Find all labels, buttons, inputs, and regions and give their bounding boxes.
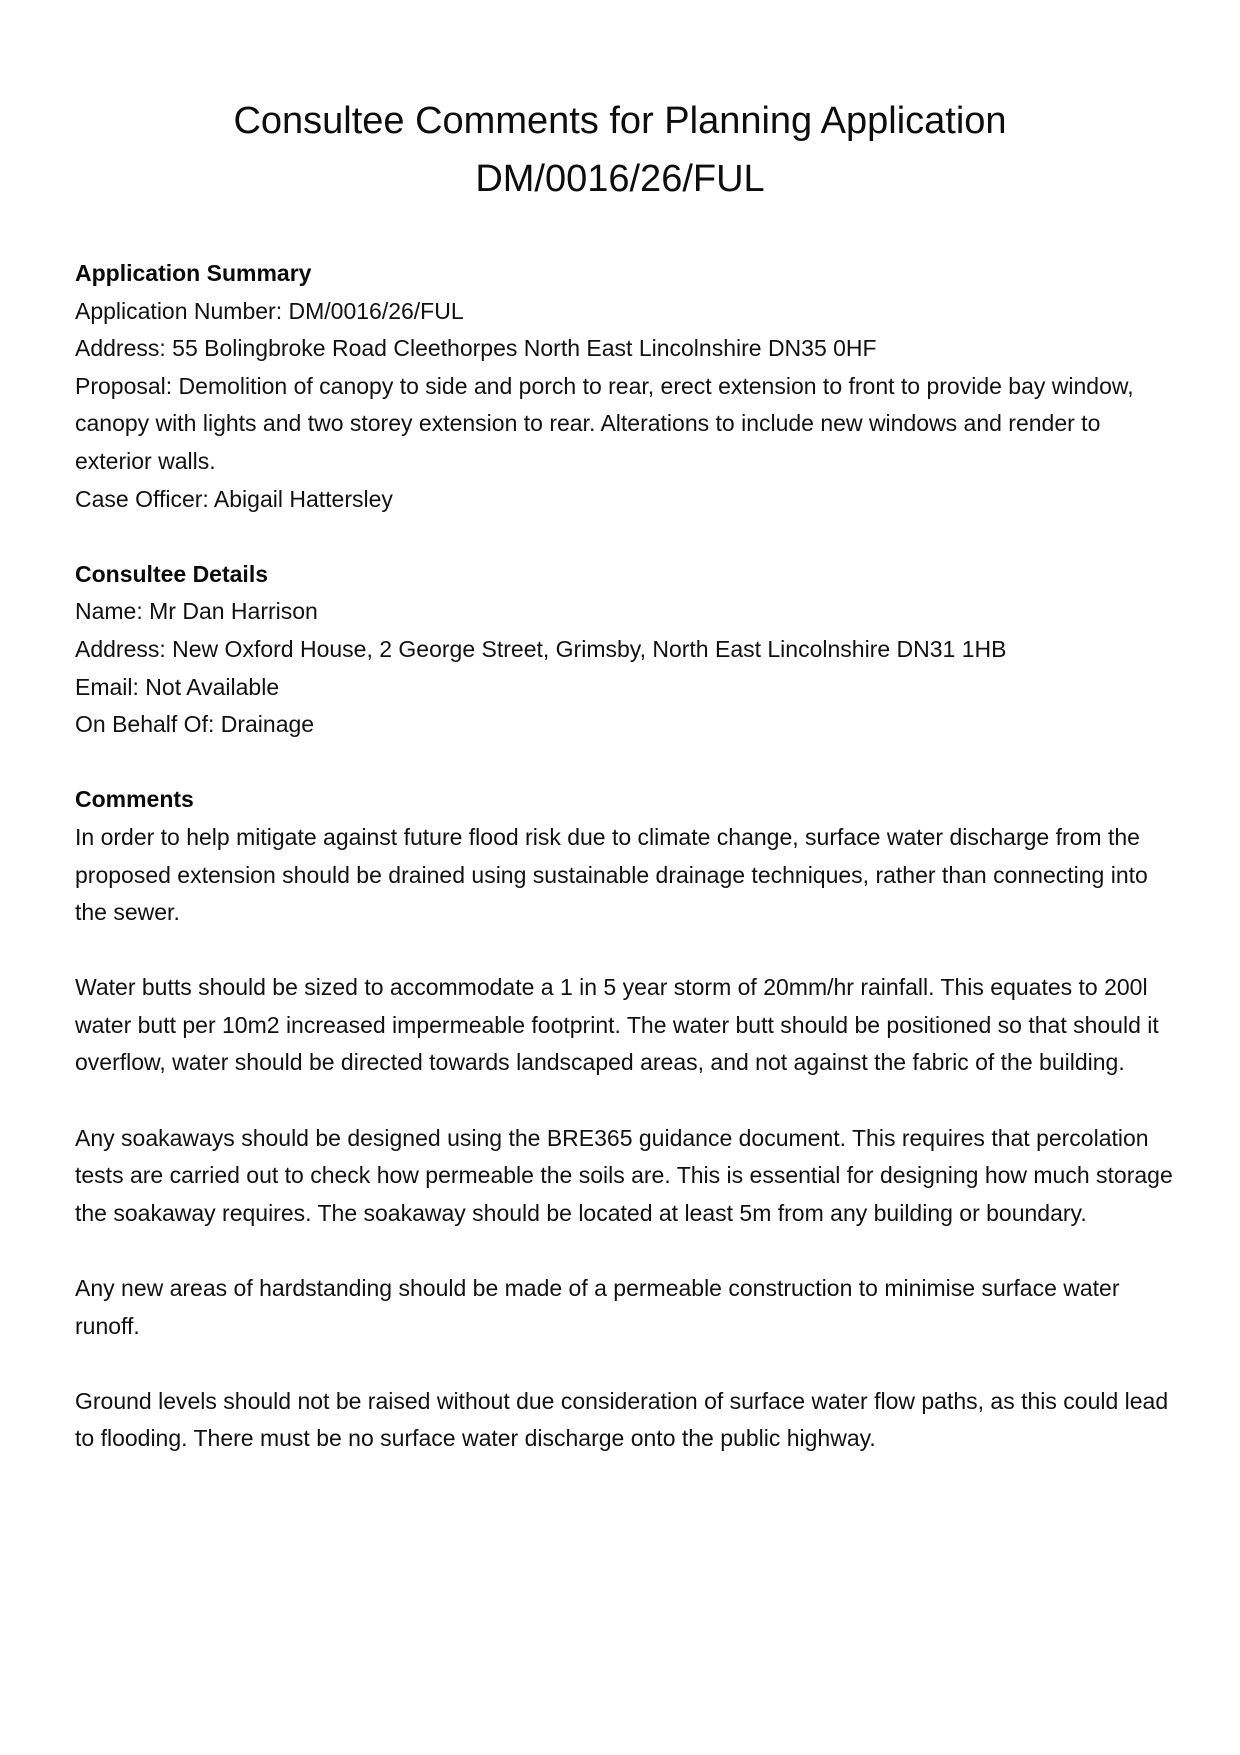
comment-paragraph: Any new areas of hardstanding should be made of a permeable construction to minimise surface water runoff.	[75, 1275, 1120, 1339]
application-summary-section	[75, 255, 1175, 518]
consultee-details-heading: Consultee Details	[75, 560, 268, 587]
comment-paragraph: In order to help mitigate against future flood risk due to climate change, surface water discharge from the proposed extension should be drained using sustainable drainage techniques, rather than connecting into the sewer.	[75, 823, 1148, 926]
page-title	[0, 92, 1240, 208]
application-number: Application Number: DM/0016/26/FUL	[75, 297, 464, 324]
case-officer: Case Officer: Abigail Hattersley	[75, 485, 393, 512]
document-body	[75, 255, 1175, 1496]
comments-heading: Comments	[75, 786, 194, 813]
consultee-name: Name: Mr Dan Harrison	[75, 598, 318, 625]
consultee-on-behalf-of: On Behalf Of: Drainage	[75, 711, 315, 738]
page-title-line-1: Consultee Comments for Planning Application	[233, 100, 1007, 142]
consultee-address: Address: New Oxford House, 2 George Street, Grimsby, North East Lincolnshire DN31 1HB	[75, 635, 1007, 662]
comment-paragraph: Ground levels should not be raised without due consideration of surface water flow paths, as this could lead to flooding. There must be no surface water discharge onto the public highway.	[75, 1387, 1169, 1452]
consultee-email: Email: Not Available	[75, 673, 280, 700]
application-summary-heading: Application Summary	[75, 260, 312, 286]
page-title-line-2: DM/0016/26/FUL	[475, 158, 765, 200]
comment-paragraph: Any soakaways should be designed using the BRE365 guidance document. This requires that percolation tests are carried out to check how permeable the soils are. This is essential for designing how much storage the soakaway requires. The soakaway should be located at least 5m from any building or boundary.	[75, 1124, 1173, 1226]
consultee-details-section	[75, 556, 1175, 744]
comment-paragraph: Water butts should be sized to accommodate a 1 in 5 year storm of 20mm/hr rainfall. This equates to 200l water butt per 10m2 increased impermeable footprint. The water butt should be positioned so that should it overflow, water should be directed towards landscaped areas, and not against the fabric of the building.	[75, 974, 1159, 1076]
comments-section	[75, 781, 1175, 1458]
application-proposal: Proposal: Demolition of canopy to side and porch to rear, erect extension to front to provide bay window, canopy with lights and two storey extension to rear. Alterations to include new windows and render to exterior walls.	[75, 372, 1134, 474]
application-address: Address: 55 Bolingbroke Road Cleethorpes North East Lincolnshire DN35 0HF	[75, 335, 877, 362]
